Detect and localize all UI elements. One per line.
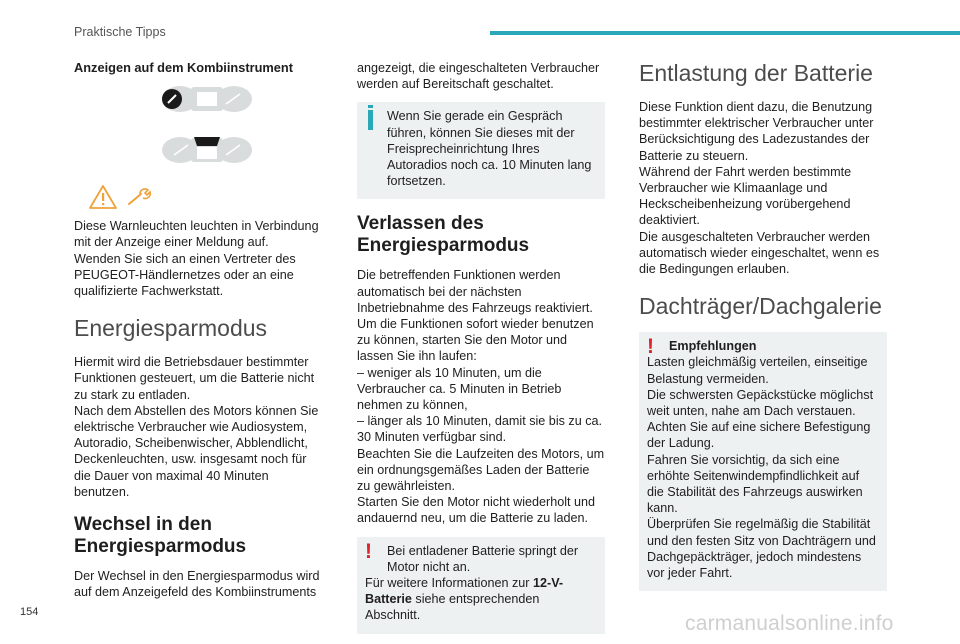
column-1: [74, 60, 322, 600]
watermark: carmanualsonline.info: [685, 612, 894, 635]
battery-warning-text: Bei entladener Batterie springt der Motor nicht an.: [387, 543, 579, 574]
info-box: [357, 102, 605, 199]
exit-text: Die betreffenden Funktionen werden automatisch bei der nächsten Inbetriebnahme des Fahrzeugs reaktiviert. Um die Funktionen sofort wieder benutzen zu können, starten Sie den Motor und lassen Sie ihn laufen: – weniger als 10 Minuten, um die Verbraucher ca. 5 Minuten in Betrieb nehmen zu können, – länger als 10 Minuten, damit sie bis zu ca. 30 Minuten verfügbar sind. Beachten Sie die Laufzeiten des Motors, um ein ordnungsgemäßes Laden der Batterie zu gewährleisten. Starten Sie den Motor nicht wiederholt und andauernd neu, um die Batterie zu laden.: [357, 268, 605, 526]
exclamation-icon: !: [647, 335, 654, 359]
column-2: [357, 60, 605, 644]
energy-text: Hiermit wird die Betriebsdauer bestimmter Funktionen gesteuert, um die Batterie nicht zu stark zu entladen. Nach dem Abstellen des Motors können Sie elektrische Verbraucher wie Audiosystem, Autoradio, Scheibenwischer, Abblendlicht, Deckenleuchten, usw. insgesamt noch für die Dauer von maximal 40 Minuten benutzen.: [74, 355, 319, 499]
recommendations-title: Empfehlungen: [669, 339, 757, 354]
battery-reference-pre: Für weitere Informationen zur: [365, 576, 533, 591]
battery-reference-post: siehe entsprechenden Abschnitt.: [365, 592, 540, 623]
switch-text: Der Wechsel in den Energiesparmodus wird auf dem Anzeigefeld des Kombiinstruments: [74, 569, 320, 600]
column-3: [639, 60, 887, 601]
warning-lamp-row: [88, 184, 322, 210]
heading-verlassen: Verlassen des Energiesparmodus: [357, 213, 530, 257]
recommendations-text: Lasten gleichmäßig verteilen, einseitige Belastung vermeiden. Die schwersten Gepäckstücke möglichst weit unten, nahe am Dach verstauen. Achten Sie auf eine sichere Befestigung der Ladung. Fahren Sie vorsichtig, da sich eine erhöhte Seitenwindempfindlichkeit auf die Stabilität des Fahrzeugs auswirken kann. Überprüfen Sie regelmäßig die Stabilität und den festen Sitz von Dachträgern und Dachgepäckträger, jedoch mindestens vor jeder Fahrt.: [647, 355, 876, 581]
heading-energiesparmodus: Energiesparmodus: [74, 315, 268, 342]
subheading-instrument: Anzeigen auf dem Kombiinstrument: [74, 60, 293, 75]
page-header-title: Praktische Tipps: [74, 25, 166, 39]
recommendations-box: [639, 332, 887, 591]
relief-text: Diese Funktion dient dazu, die Benutzung bestimmter elektrischer Verbraucher unter Berücksichtigung des Ladezustandes der Batterie zu steuern. Während der Fahrt werden bestimmte Verbraucher wie Klimaanlage und Heckscheibenheizung vorübergehend deaktiviert. Die ausgeschalteten Verbraucher werden automatisch wieder eingeschaltet, wenn es die Bedingungen erlauben.: [639, 100, 880, 277]
header-accent-bar: [490, 31, 960, 35]
warning-lamp-text: Diese Warnleuchten leuchten in Verbindung mit der Anzeige einer Meldung auf. Wenden Sie sich an einen Vertreter des PEUGEOT-Händlernetzes oder an eine qualifizierte Fachwerkstatt.: [74, 219, 319, 299]
wrench-icon: [126, 186, 152, 208]
heading-entlastung: Entlastung der Batterie: [639, 60, 873, 86]
continuation-text: angezeigt, die eingeschalteten Verbraucher werden auf Bereitschaft geschaltet.: [357, 61, 600, 92]
battery-warning-box: [357, 537, 605, 634]
page-number: 154: [20, 606, 39, 618]
instrument-cluster-icon: [162, 82, 252, 174]
battery-reference: [365, 575, 597, 624]
heading-wechsel: Wechsel in den Energiesparmodus: [74, 514, 247, 558]
heading-dachtraeger: Dachträger/Dachgalerie: [639, 293, 882, 320]
info-icon: [365, 107, 379, 130]
battery-reference-link: 12-V-Batterie: [365, 576, 564, 607]
exclamation-icon: !: [365, 539, 372, 563]
caution-triangle-icon: [88, 184, 118, 210]
info-box-text: Wenn Sie gerade ein Gespräch führen, können Sie dieses mit der Freisprecheinrichtung Ihres Autoradios noch ca. 10 Minuten lang fortsetzen.: [387, 109, 592, 189]
